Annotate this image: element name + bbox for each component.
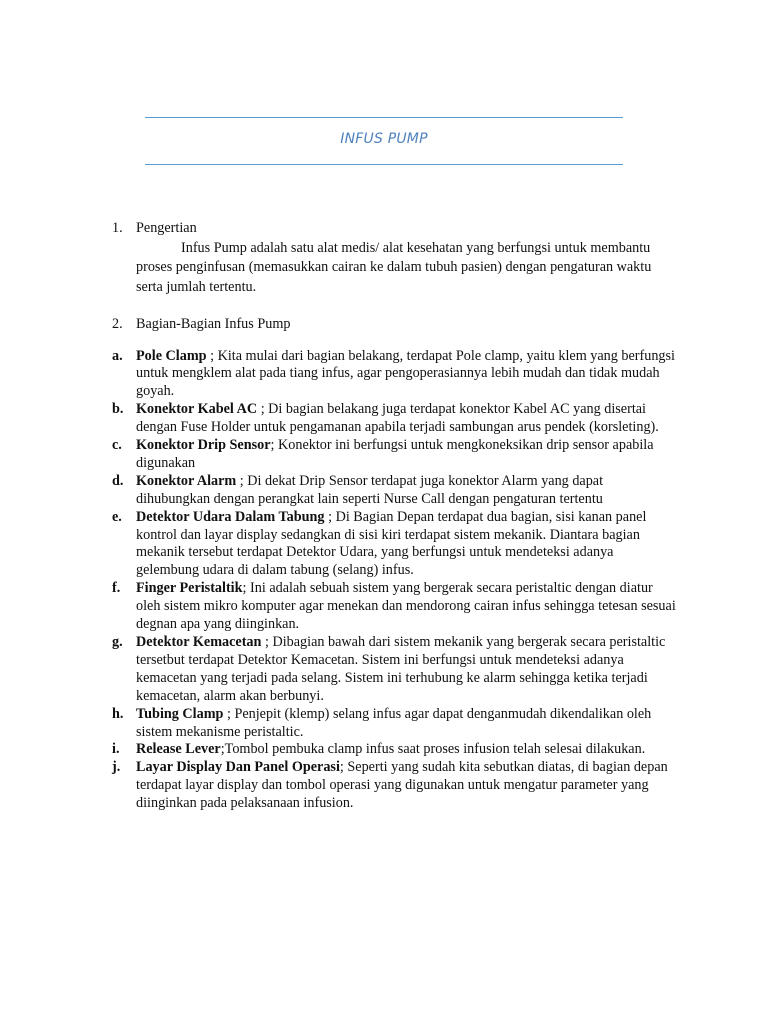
list-item (112, 759, 678, 813)
item-description: ;Tombol pembuka clamp infus saat proses infusion telah selesai dilakukan. (220, 741, 646, 758)
title-rule-top (145, 117, 623, 118)
item-description: ; Ini adalah sebuah sistem yang bergerak secara peristaltic dengan diatur oleh sistem mikro komputer agar menekan dan mendorong cairan infus sehingga tetesan sesuai degnan apa yang diinginkan. (136, 580, 676, 633)
item-description: ; Konektor ini berfungsi untuk mengkoneksikan drip sensor apabila digunakan (136, 437, 654, 471)
item-description: ; Di Bagian Depan terdapat dua bagian, sisi kanan panel kontrol dan layar display sedangkan di sisi kiri terdapat sistem mekanik. Diantara bagian mekanik tersebut terdapat Detektor Udara, yang berfungsi untuk mendeteksi adanya gelembung udara di dalam tabung (selang) infus. (136, 508, 647, 579)
item-term: Pole Clamp (136, 347, 207, 364)
item-term: Tubing Clamp (136, 705, 224, 722)
item-description: ; Di bagian belakang juga terdapat konektor Kabel AC yang disertai dengan Fuse Holder untuk pengamanan apabila terjadi sambungan arus pendek (korsleting). (136, 401, 659, 436)
item-term: Konektor Kabel AC (136, 401, 258, 418)
list-marker: f. (112, 580, 121, 597)
list-item (112, 348, 678, 402)
item-term: Release Lever (136, 741, 221, 758)
section-bagian (112, 315, 678, 335)
item-term: Detektor Udara Dalam Tabung (136, 508, 325, 525)
list-item (112, 634, 678, 706)
section-heading: Pengertian (136, 220, 197, 236)
item-term: Detektor Kemacetan (136, 634, 262, 650)
list-marker: a. (112, 347, 123, 364)
item-description: ; Seperti yang sudah kita sebutkan diatas, di bagian depan terdapat layar display dan tombol operasi yang digunakan untuk mengatur parameter yang diinginkan pada pelaksanaan infusion. (136, 759, 668, 812)
item-term: Konektor Drip Sensor (136, 437, 271, 454)
item-description: ; Kita mulai dari bagian belakang, terdapat Pole clamp, yaitu klem yang berfungsi untuk mengklem alat pada tiang infus, agar pengoperasiannya lebih mudah dan tidak mudah goyah. (136, 347, 675, 400)
section-pengertian (112, 219, 678, 297)
item-description: ; Dibagian bawah dari sistem mekanik yang bergerak secara peristaltic tersetbut terdapat Detektor Kemacetan. Sistem ini berfungsi untuk mendeteksi adanya kemacetan yang terjadi pada selang. Sistem ini terhubung ke alarm sehingga ketika terjadi kemacetan, alarm akan berbunyi. (136, 634, 666, 704)
list-item (112, 401, 678, 437)
list-marker: d. (112, 472, 124, 489)
list-marker: i. (112, 741, 120, 758)
list-marker: j. (112, 759, 121, 776)
section-heading: Bagian-Bagian Infus Pump (136, 316, 291, 332)
list-marker: b. (112, 401, 124, 418)
list-marker: e. (112, 508, 122, 525)
item-term: Finger Peristaltik (136, 580, 243, 597)
list-item (112, 509, 678, 581)
title-rule-bottom (145, 164, 623, 165)
item-term: Layar Display Dan Panel Operasi (136, 759, 340, 776)
document-body (112, 219, 678, 813)
item-description: ; Di dekat Drip Sensor terdapat juga konektor Alarm yang dapat dihubungkan dengan perangkat lain seperti Nurse Call dengan pengaturan tertentu (136, 472, 604, 507)
section-number: 2. (112, 316, 123, 332)
list-marker: c. (112, 437, 122, 454)
item-description: ; Penjepit (klemp) selang infus agar dapat denganmudah dikendalikan oleh sistem mekanisme peristaltic. (136, 705, 652, 740)
list-marker: h. (112, 705, 124, 722)
list-marker: g. (112, 634, 123, 650)
list-item (112, 437, 678, 473)
item-term: Konektor Alarm (136, 472, 237, 489)
list-item (112, 473, 678, 509)
section-paragraph: Infus Pump adalah satu alat medis/ alat kesehatan yang berfungsi untuk membantu proses penginfusan (memasukkan cairan ke dalam tubuh pasien) dengan pengaturan waktu serta jumlah tertentu. (136, 239, 652, 295)
list-item (112, 741, 678, 759)
list-item (112, 706, 678, 742)
document-title: INFUS PUMP (340, 131, 428, 147)
parts-list (112, 348, 678, 814)
list-item (112, 580, 678, 634)
section-number: 1. (112, 220, 123, 236)
